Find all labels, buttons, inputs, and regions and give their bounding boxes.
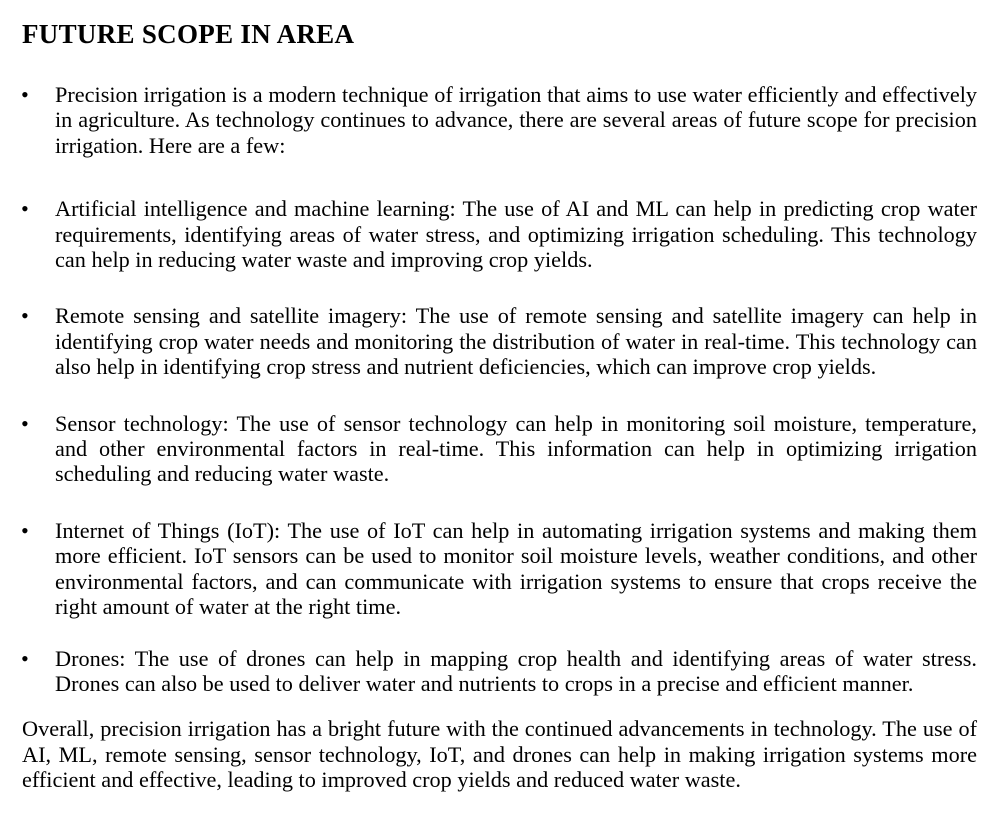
bullet-text: Internet of Things (IoT): The use of IoT can help in automating irrigation systems and making them more efficient. IoT sensors can be used to monitor soil moisture levels, weather conditions, and other environmental factors, and can communicate with irrigation systems to ensure that crops receive the right amount of water at the right time. — [55, 517, 977, 620]
bullet-marker-icon: • — [21, 410, 29, 436]
list-item — [22, 303, 977, 379]
bullet-marker-icon: • — [21, 645, 29, 671]
bullet-marker-icon: • — [21, 196, 29, 222]
list-item — [22, 518, 977, 620]
bullet-text: Sensor technology: The use of sensor technology can help in monitoring soil moisture, temperature, and other environmental factors in real-time. This information can help in optimizing irrigation scheduling and reducing water waste. — [55, 410, 977, 487]
list-item — [22, 82, 977, 158]
bullet-marker-icon: • — [21, 303, 29, 329]
list-item — [22, 411, 977, 487]
closing-paragraph: Overall, precision irrigation has a bright future with the continued advancements in technology. The use of AI, ML, remote sensing, sensor technology, IoT, and drones can help in making irrigation systems more efficient and effective, leading to improved crop yields and reduced water waste. — [22, 716, 977, 793]
list-item — [22, 196, 977, 272]
bullet-text: Artificial intelligence and machine learning: The use of AI and ML can help in predicting crop water requirements, identifying areas of water stress, and optimizing irrigation scheduling. This technology can help in reducing water waste and improving crop yields. — [55, 196, 977, 273]
page-title: FUTURE SCOPE IN AREA — [22, 19, 355, 49]
bullet-marker-icon: • — [21, 517, 29, 543]
bullet-text: Drones: The use of drones can help in mapping crop health and identifying areas of water stress. Drones can also be used to deliver water and nutrients to crops in a precise and efficient manner. — [55, 645, 977, 696]
list-item — [22, 646, 977, 697]
bullet-marker-icon: • — [21, 82, 29, 107]
bullet-text: Precision irrigation is a modern technique of irrigation that aims to use water efficiently and effectively in agriculture. As technology continues to advance, there are several areas of future scope for precision irrigation. Here are a few: — [55, 82, 977, 158]
bullet-text: Remote sensing and satellite imagery: The use of remote sensing and satellite imagery can help in identifying crop water needs and monitoring the distribution of water in real-time. This technology can also help in identifying crop stress and nutrient deficiencies, which can improve crop yields. — [55, 303, 977, 380]
